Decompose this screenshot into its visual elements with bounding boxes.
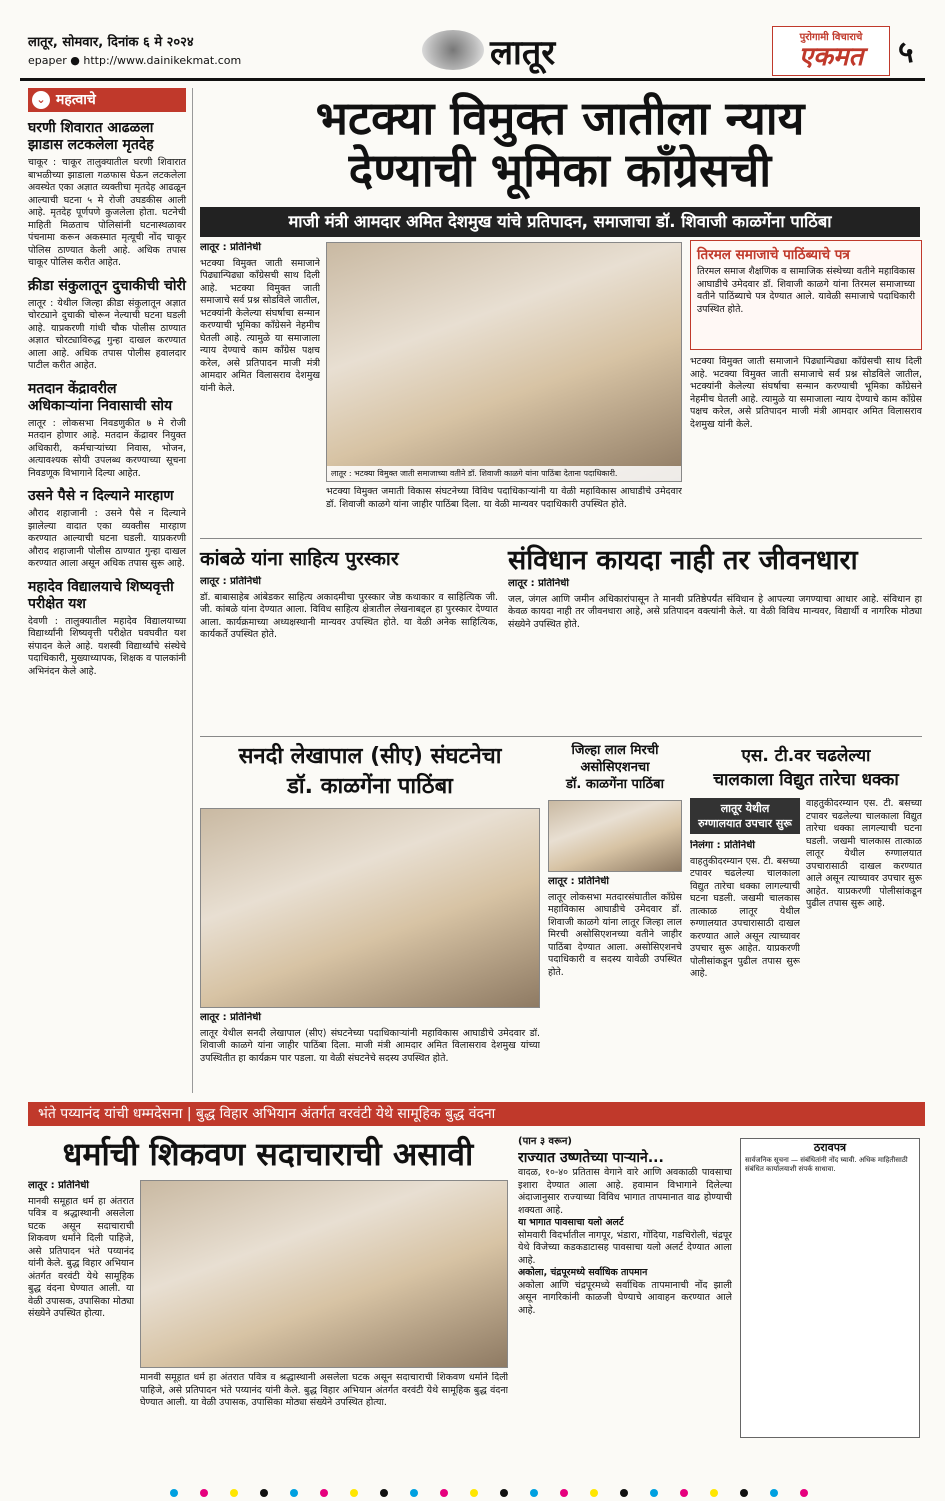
ca-text: लातूर : प्रतिनिधी लातूर येथील सनदी लेखापाल (सीए) संघटनेच्या पदाधिकाऱ्यांनी महाविकास आघाडीचे उमेदवार डॉ. शिवाजी काळगे यांना जाहीर पाठिंबा दिला. माजी मंत्री आमदार अमित विलासराव देशमुख यांच्या उपस्थितीत हा कार्यक्रम पार पडला. या वेळी संघटनेचे सदस्य उपस्थित होते. [200,1012,540,1064]
chili-text: लातूर : प्रतिनिधी लातूर लोकसभा मतदारसंघातील काँग्रेस महाविकास आघाडीचे उमेदवार डॉ. शिवाजी काळगे यांना लातूर जिल्हा लाल मिरची असोसिएशनच्या वतीने जाहीर पाठिंबा देण्यात आला. असोसिएशनचे पदाधिकारी व सदस्य यावेळी उपस्थित होते. [548,876,682,978]
masthead-url[interactable]: epaper ● http://www.dainikekmat.com [28,54,242,67]
constitution-byline: लातूर : प्रतिनिधी [508,578,569,589]
important-banner: ⌄ महत्वाचे [28,88,186,112]
masthead-rule [20,78,925,81]
page-number: ५ [898,35,914,70]
lead-deck: माजी मंत्री आमदार अमित देशमुख यांचे प्रतिपादन, समाजाचा डॉ. शिवाजी काळगेंना पाठिंबा [200,207,920,237]
ca-headline: सनदी लेखापाल (सीए) संघटनेचा डॉ. काळगेंना पाठिंबा [238,744,502,799]
dharma-headline: धर्माची शिकवण सदाचाराची असावी [62,1135,474,1173]
tirmal-sidebar [690,240,922,350]
lead-photo [326,242,682,482]
st-text-col1: निलंगा : प्रतिनिधी वाहतुकीदरम्यान एस. टी. बसच्या टपावर चढलेल्या चालकाला विद्युत तारेचा धक्का लागल्याची घटना घडली. जखमी चालकास तात्काळ लातूर येथील रुग्णालयात उपचारासाठी दाखल करण्यात आले असून त्याच्यावर उपचार सुरू आहेत. याप्रकरणी पोलीसांकडून पुढील तपास सुरू आहे. [690,840,800,979]
section-rule-2 [200,736,922,737]
city-emblem [422,30,484,70]
sidebar-text: तिरमल समाज शैक्षणिक व सामाजिक संस्थेच्या वतीने महाविकास आघाडीचे उमेदवार डॉ. शिवाजी काळगे यांना तिरमल समाजाच्या वतीने पाठिंब्याचे पत्र देण्यात आले. यावेळी समाजाचे पदाधिकारी उपस्थित होते. [697,266,915,315]
kamble-headline: कांबळे यांना साहित्य पुरस्कार [200,548,399,570]
st-text-col2: वाहतुकीदरम्यान एस. टी. बसच्या टपावर चढलेल्या चालकाला विद्युत तारेचा धक्का लागल्याची घटना घडली. जखमी चालकास तात्काळ लातूर येथील रुग्णालयात उपचारासाठी दाखल करण्यात आले असून त्याच्यावर उपचार सुरू आहेत. याप्रकरणी पोलीसांकडून पुढील तपास सुरू आहे. [806,798,922,909]
dhammadesana-strip: भंते पय्यानंद यांची धम्मदेसना | बुद्ध विहार अभियान अंतर्गत वरवंटी येथे सामूहिक बुद्ध वंदना [28,1102,925,1126]
weather-headline: राज्यात उष्णतेच्या पाऱ्याने... [518,1149,664,1166]
lead-text-col1: लातूर : प्रतिनिधी भटक्या विमुक्त जाती समाजाने पिढ्यान्पिढ्या काँग्रेसची साथ दिली आहे. भटक्या विमुक्त जाती समाजाचे सर्व प्रश्न सोडविले जातील, भटक्यांनी केलेल्या संघर्षाचा सन्मान करण्याची भूमिका काँग्रेसने नेहमीच घेतली आहे. त्यामुळे या समाजाला न्याय देण्याचे काम काँग्रेस पक्षच करेल, असे प्रतिपादन माजी मंत्री आमदार अमित विलासराव देशमुख यांनी केले. [200,242,320,394]
left-column [28,88,186,1088]
kamble-text: लातूर : प्रतिनिधी डॉ. बाबासाहेब आंबेडकर साहित्य अकादमीचा पुरस्कार जेष्ठ कथाकार व साहित्यिक जी. जी. कांबळे यांना देण्यात आला. विविध साहित्य क्षेत्रातील लेखनाबद्दल हा पुरस्कार देण्यात आला. कार्यक्रमाच्या अध्यक्षस्थानी मान्यवर उपस्थित होते. या वेळी अनेक साहित्यिक, कार्यकर्ते उपस्थित होते. [200,576,498,640]
masthead-date: लातूर, सोमवार, दिनांक ६ मे २०२४ [28,35,194,50]
lead-text-col3: भटक्या विमुक्त जाती समाजाने पिढ्यान्पिढ्या काँग्रेसची साथ दिली आहे. भटक्या विमुक्त जाती समाजाचे सर्व प्रश्न सोडविले जातील, भटक्यांनी केलेल्या संघर्षाचा सन्मान करण्याची भूमिका काँग्रेसने नेहमीच घेतली आहे. त्यामुळे या समाजाला न्याय देण्याचे काम काँग्रेस पक्षच करेल, असे प्रतिपादन माजी मंत्री आमदार अमित विलासराव देशमुख यांनी केले. [690,356,922,430]
constitution-headline: संविधान कायदा नाही तर जीवनधारा [508,545,858,576]
chili-headline: जिल्हा लाल मिरची असोसिएशनचा डॉ. काळगेंना पाठिंबा [566,743,664,792]
logo-tagline: पुरोगामी विचाराचे [799,32,863,43]
st-headline: एस. टी.वर चढलेल्या चालकाला विद्युत तारेचा धक्का [713,746,899,790]
lead-byline: लातूर : प्रतिनिधी [200,242,261,253]
left-story-3: मतदान केंद्रावरील अधिकाऱ्यांना निवासाची सोय लातूर : लोकसभा निवडणुकीत ७ मे रोजी मतदान होणार आहे. मतदान केंद्रावर नियुक्त अधिकारी, कर्मचाऱ्यांच्या निवास, भोजन, अत्यावश्यक सोयी उपलब्ध करण्याच्या सूचना निवडणूक विभागाने दिल्या आहेत. [28,380,186,479]
dharma-photo [140,1180,508,1368]
chili-byline: लातूर : प्रतिनिधी [548,876,609,887]
epaper-label: epaper [28,54,67,67]
st-subhead: लातूर येथील रुग्णालयात उपचार सुरू [690,798,800,834]
weather-continued: (पान ३ वरून) [518,1136,573,1147]
print-registration-marks [170,1482,890,1492]
left-story-1: घरणी शिवारात आढळला झाडास लटकलेला मृतदेह चाकूर : चाकूर तालुक्यातील घरणी शिवारात बाभळीच्या झाडाला गळफास घेऊन लटकलेला अवस्थेत एका अज्ञात व्यक्तीचा मृतदेह आढळून आल्याची घटना ५ मे रोजी उघडकीस आली आहे. मृतदेह पूर्णपणे कुजलेला होता. घटनेची माहिती मिळताच पोलिसांनी घटनास्थळावर पंचनामा करून अकस्मात मृत्यूची नोंद चाकूर पोलिस ठाण्यात केली आहे. अधिक तपास चाकूर पोलिस करीत आहेत. [28,120,186,268]
notice-text: सार्वजनिक सूचना — संबंधितांनी नोंद घ्यावी. अधिक माहितीसाठी संबंधित कार्यालयाशी संपर्क साधावा. [745,1156,908,1173]
lead-headline: भटक्या विमुक्त जातीला न्याय देण्याची भूमिका काँग्रेसची [315,91,805,197]
resolution-notice [740,1138,920,1438]
left-story-2: क्रीडा संकुलातून दुचाकीची चोरी लातूर : येथील जिल्हा क्रीडा संकुलातून अज्ञात चोरट्याने दुचाकी चोरून नेल्याची घटना घडली आहे. याप्रकरणी गांधी चौक पोलीस ठाण्यात अज्ञात चोरट्याविरुद्ध गुन्हा दाखल करण्यात आला आहे. अधिक तपास पोलीस हवालदार पाटील करीत आहेत. [28,277,186,371]
constitution-text: लातूर : प्रतिनिधी जल, जंगल आणि जमीन अधिकारांपासून ते मानवी प्रतिष्ठेपर्यंत संविधान हे आपल्या जगण्याचा आधार आहे. संविधान हा केवळ कायदा नाही तर जीवनधारा आहे, असे प्रतिपादन वक्त्यांनी केले. या वेळी विविध मान्यवर, विद्यार्थी व नागरिक मोठ्या संख्येने उपस्थित होते. [508,578,922,630]
dharma-text-col1: लातूर : प्रतिनिधी मानवी समूहात धर्म हा अंतरात पवित्र व श्रद्धास्थानी असलेला घटक असून सदाचाराची शिकवण धर्माने दिली पाहिजे, असे प्रतिपादन भंते पय्यानंद यांनी केले. बुद्ध विहार अभियान अंतर्गत वरवंटी येथे सामूहिक बुद्ध वंदना घेण्यात आली. या वेळी उपासक, उपासिका मोठ्या संख्येने उपस्थित होत्या. [28,1180,134,1319]
masthead-city: लातूर [490,33,556,73]
lead-photo-caption: लातूर : भटक्या विमुक्त जाती समाजाच्या वतीने डॉ. शिवाजी काळगे यांना पाठिंबा देताना पदाधिकारी. [327,466,681,481]
dharma-text-col2: मानवी समूहात धर्म हा अंतरात पवित्र व श्रद्धास्थानी असलेला घटक असून सदाचाराची शिकवण धर्माने दिली पाहिजे, असे प्रतिपादन भंते पय्यानंद यांनी केले. बुद्ध विहार अभियान अंतर्गत वरवंटी येथे सामूहिक बुद्ध वंदना घेण्यात आली. या वेळी उपासक, उपासिका मोठ्या संख्येने उपस्थित होत्या. [140,1372,508,1408]
chevron-down-icon: ⌄ [32,91,50,109]
section-rule [200,538,922,539]
chili-photo [548,800,682,872]
weather-subhead-2: अकोला, चंद्रपूरमध्ये सर्वाधिक तापमान [518,1267,648,1278]
left-story-4: उसने पैसे न दिल्याने मारहाण औराद शहाजानी : उसने पैसे न दिल्याने झालेल्या वादात एका व्यक्तीस मारहाण करण्यात आल्याची घटना घडली. याप्रकरणी औराद शहाजानी पोलीस ठाण्यात गुन्हा दाखल करण्यात आला असून अधिक तपास सुरू आहे. [28,488,186,569]
left-story-5: महादेव विद्यालयाचे शिष्यवृत्ती परीक्षेत यश देवणी : तालुक्यातील महादेव विद्यालयाच्या विद्यार्थ्यांनी शिष्यवृत्ती परीक्षेत घवघवीत यश संपादन केले आहे. यशस्वी विद्यार्थ्यांचे संस्थेचे पदाधिकारी, मुख्याध्यापक, शिक्षक व पालकांनी अभिनंदन केले आहे. [28,578,186,677]
sidebar-title: तिरमल समाजाचे पाठिंब्याचे पत्र [697,247,850,263]
ca-byline: लातूर : प्रतिनिधी [200,1012,261,1023]
weather-subhead-1: या भागात पावसाचा यलो अलर्ट [518,1217,624,1228]
ca-photo [200,808,540,1008]
st-byline: निलंगा : प्रतिनिधी [690,840,755,851]
newspaper-logo [772,26,890,76]
logo-name: एकमत [798,42,864,72]
dharma-byline: लातूर : प्रतिनिधी [28,1180,89,1191]
weather-story: (पान ३ वरून) राज्यात उष्णतेच्या पाऱ्याने... वादळ, १०-४० प्रतितास वेगाने वारे आणि अवकाळी पावसाचा इशारा देण्यात आला आहे. हवामान विभागाने दिलेल्या अंदाजानुसार राज्याच्या विविध भागात तापमानात वाढ होण्याची शक्यता आहे. या भागात पावसाचा यलो अलर्ट सोमवारी विदर्भातील नागपूर, भंडारा, गोंदिया, गडचिरोली, चंद्रपूर येथे विजेच्या कडकडाटासह पावसाचा यलो अलर्ट देण्यात आला आहे. अकोला, चंद्रपूरमध्ये सर्वाधिक तापमान अकोला आणि चंद्रपूरमध्ये सर्वाधिक तापमानाची नोंद झाली असून नागरिकांनी काळजी घेण्याचे आवाहन करण्यात आले आहे. [518,1136,732,1316]
lead-text-col2: भटक्या विमुक्त जमाती विकास संघटनेच्या विविध पदाधिकाऱ्यांनी या वेळी महाविकास आघाडीचे उमेदवार डॉ. शिवाजी काळगे यांना जाहीर पाठिंबा दिला. या वेळी मान्यवर पदाधिकारी उपस्थित होते. [326,486,682,510]
kamble-byline: लातूर : प्रतिनिधी [200,576,261,587]
column-divider [192,88,193,1093]
website-link[interactable]: http://www.dainikekmat.com [83,54,242,67]
notice-title: ठरावपत्र [813,1141,847,1154]
